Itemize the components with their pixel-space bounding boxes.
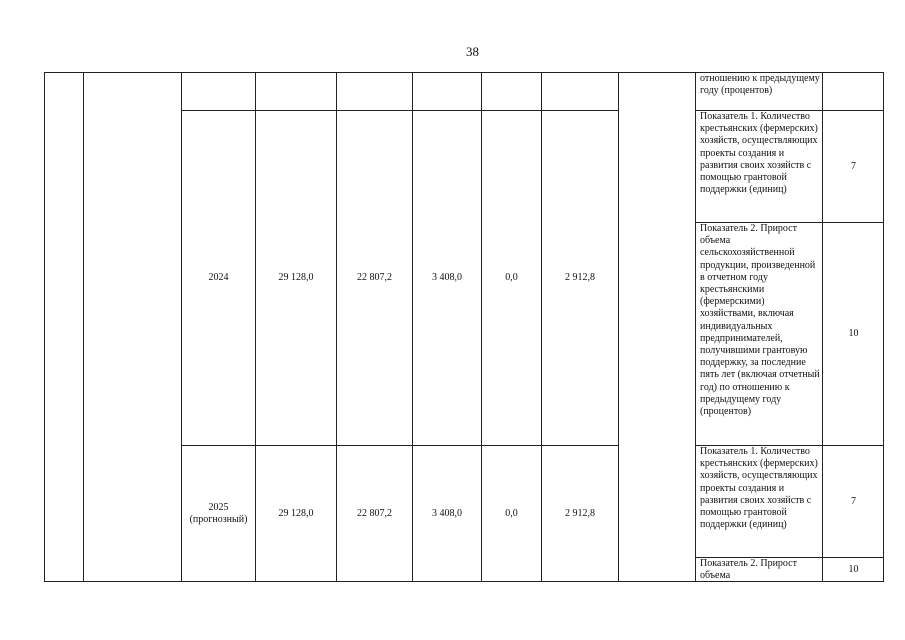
table-cell [336, 72, 412, 110]
page-number: 38 [466, 44, 479, 59]
table-cell [481, 72, 541, 110]
indicator-text: Показатель 1. Количество крестьянских (фермерских) хозяйств, осуществляющих проекты создания и развития своих хозяйств с помощью грантовой поддержки (единиц) [695, 110, 822, 222]
indicator-continued: отношению к предыдущему году (процентов) [695, 72, 822, 110]
indicator-value: 10 [822, 222, 884, 445]
indicator-value: 7 [822, 110, 884, 222]
value-federal: 22 807,2 [336, 110, 412, 445]
value-regional: 3 408,0 [412, 445, 481, 582]
table-cell [541, 72, 618, 110]
column-number [44, 72, 83, 582]
row-year: 2025 (прогнозный) [181, 445, 255, 582]
value-total: 29 128,0 [255, 445, 336, 582]
indicator-text: Показатель 2. Прирост объема сельскохозяйственной продукции, произведенной в отчетном году крестьянскими (фермерскими) хозяйствами, включая индивидуальных предпринимателей, получившими грантовую поддержку, за последние пять лет (включая отчетный год) по отношению к предыдущему году (процентов) [695, 222, 822, 445]
indicator-text: Показатель 1. Количество крестьянских (фермерских) хозяйств, осуществляющих проекты создания и развития своих хозяйств с помощью грантовой поддержки (единиц) [695, 445, 822, 557]
value-other: 2 912,8 [541, 110, 618, 445]
value-other: 2 912,8 [541, 445, 618, 582]
value-local: 0,0 [481, 110, 541, 445]
row-year: 2024 [181, 110, 255, 445]
value-total: 29 128,0 [255, 110, 336, 445]
table-cell [822, 72, 884, 110]
value-regional: 3 408,0 [412, 110, 481, 445]
table-cell [181, 72, 255, 110]
table-cell [412, 72, 481, 110]
data-table [44, 72, 884, 582]
indicator-text: Показатель 2. Прирост объема [695, 557, 822, 582]
value-local: 0,0 [481, 445, 541, 582]
table-cell [255, 72, 336, 110]
indicator-value: 7 [822, 445, 884, 557]
value-federal: 22 807,2 [336, 445, 412, 582]
column-executor [618, 72, 695, 582]
column-name [83, 72, 181, 582]
indicator-value: 10 [822, 557, 884, 582]
